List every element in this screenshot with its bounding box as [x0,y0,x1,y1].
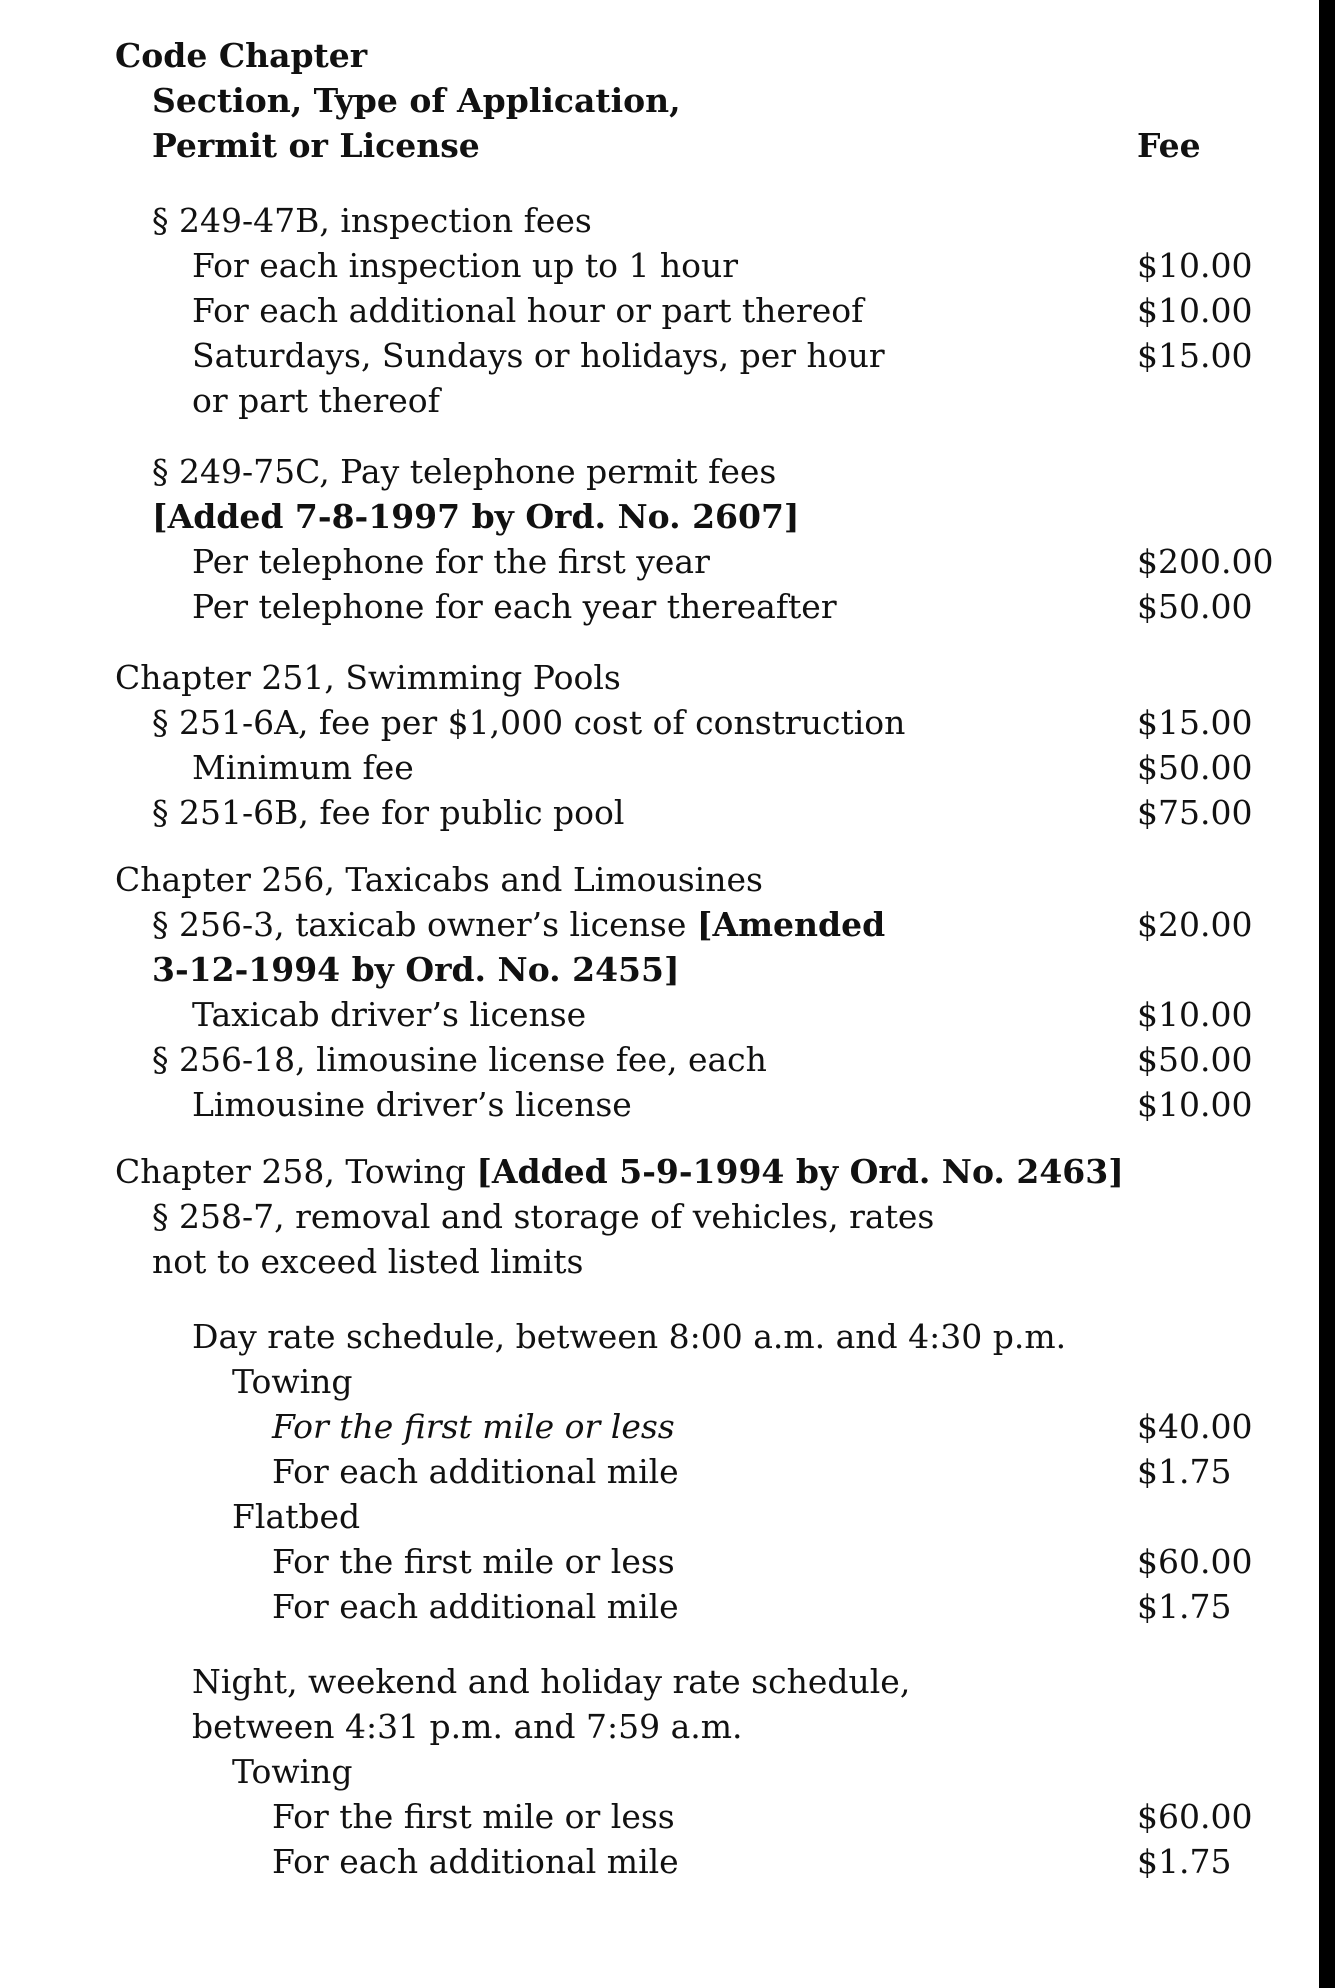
fee-row: For the first mile or less $60.00 [272,1542,1253,1581]
fee-row: For each additional mile $1.75 [272,1842,1232,1881]
fee-row: § 256-18, limousine license fee, each $50.00 [152,1040,1253,1079]
fee-row: Per telephone for the first year $200.00 [192,542,1274,581]
fee-row: For the first mile or less $40.00 [272,1407,1253,1446]
header-row-1 [0,33,1300,78]
fee-row: Saturdays, Sundays or holidays, per hour $15.00 [192,336,1253,375]
header-section-type: Section, Type of Application, [152,81,681,120]
amendment-note: [Added 7-8-1997 by Ord. No. 2607] [152,497,800,536]
schedule-subhead: Towing [232,1752,353,1791]
section-title-continuation: not to exceed listed limits [152,1242,584,1281]
fee-row: For each inspection up to 1 hour $10.00 [192,246,1253,285]
section-title: § 249-47B, inspection fees [152,201,592,240]
header-row-3 [0,123,1300,168]
header-row-2 [0,78,1300,123]
fee-row: Limousine driver’s license $10.00 [192,1085,1253,1124]
schedule-subhead: Flatbed [232,1497,361,1536]
chapter-title: Chapter 251, Swimming Pools [115,658,621,697]
chapter-title: Chapter 258, Towing [Added 5-9-1994 by Ord. No. 2463] [115,1152,1124,1191]
section-title: § 258-7, removal and storage of vehicles, rates [152,1197,935,1236]
fee-row: For each additional hour or part thereof $10.00 [192,291,1253,330]
schedule-title: Day rate schedule, between 8:00 a.m. and 4:30 p.m. [192,1317,1067,1356]
amendment-note: 3-12-1994 by Ord. No. 2455] [152,950,680,989]
fee-row: For each additional mile $1.75 [272,1587,1232,1626]
schedule-title-continuation: between 4:31 p.m. and 7:59 a.m. [192,1707,743,1746]
header-code-chapter: Code Chapter [115,36,368,75]
fee-row: Taxicab driver’s license $10.00 [192,995,1253,1034]
fee-row: For each additional mile $1.75 [272,1452,1232,1491]
header-permit-license: Permit or License [152,126,480,165]
fee-row: § 251-6B, fee for public pool $75.00 [152,793,1253,832]
fee-row: Per telephone for each year thereafter $50.00 [192,587,1253,626]
section-title: § 249-75C, Pay telephone permit fees [152,452,777,491]
right-edge-bar [1319,0,1335,1988]
fee-schedule [0,33,1300,1884]
fee-row: For the first mile or less $60.00 [272,1797,1253,1836]
fee-row: Minimum fee $50.00 [192,748,1253,787]
schedule-title: Night, weekend and holiday rate schedule, [192,1662,911,1701]
schedule-subhead: Towing [232,1362,353,1401]
fee-row: § 256-3, taxicab owner’s license [Amended $20.00 [152,905,1253,944]
chapter-title: Chapter 256, Taxicabs and Limousines [115,860,763,899]
fee-row-continuation: or part thereof [192,381,440,420]
header-fee: Fee [1137,126,1201,165]
fee-row: § 251-6A, fee per $1,000 cost of construction $15.00 [152,703,1253,742]
